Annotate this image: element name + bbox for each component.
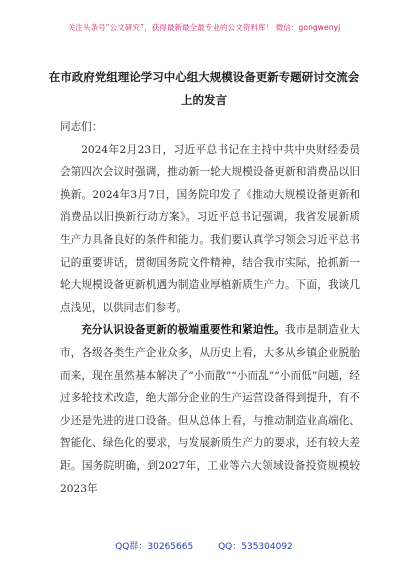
header-note: 关注头条号“公文研究”，获得最新最全最专业的公文资料库！ 微信：gongwenyj	[67, 23, 341, 32]
footer-qq: QQ：535304092	[218, 542, 293, 552]
footer-contact	[0, 539, 408, 552]
paragraph-2-heading: 充分认识设备更新的极端重要性和紧迫性。	[81, 324, 286, 337]
paragraph-2	[60, 319, 360, 500]
footer-qq-group: QQ群：30265665	[115, 542, 194, 552]
paragraph-1: 2024年2月23日，习近平总书记在主持中共中央财经委员会第四次会议时强调，推动新一轮大规模设备更新和消费品以旧换新。2024年3月7日，国务院印发了《推动大规模设备更新和消费品以旧换新行动方案》。习近平总书记强调，我省发展新质生产力具备良好的条件和能力。我们要认真学习领会习近平总书记的重要讲话，贯彻国务院文件精神，结合我市实际，抢抓新一轮大规模设备更新机遇为制造业厚植新质生产力。下面，我谈几点浅见，以供同志们参考。	[60, 143, 360, 314]
paragraph-2-text: 我市是制造业大市，各级各类生产企业众多，从历史上看，大多从乡镇企业脱胎而来，现在虽然基本解决了“小而散”“小而乱”“小而低”问题，经过多轮技术改造，绝大部分企业的生产运营设备得到提升，有不少还是先进的进口设备。但从总体上看，与推动制造业高端化、智能化、绿色化的要求，与发展新质生产力的要求，还有较大差距。国务院明确，到2027年，工业等六大领域设备投资规模较2023年	[60, 324, 361, 495]
document-body	[60, 116, 360, 500]
document-title: 在市政府党组理论学习中心组大规模设备更新专题研讨交流会上的发言	[48, 70, 360, 107]
salutation: 同志们：	[60, 121, 103, 133]
